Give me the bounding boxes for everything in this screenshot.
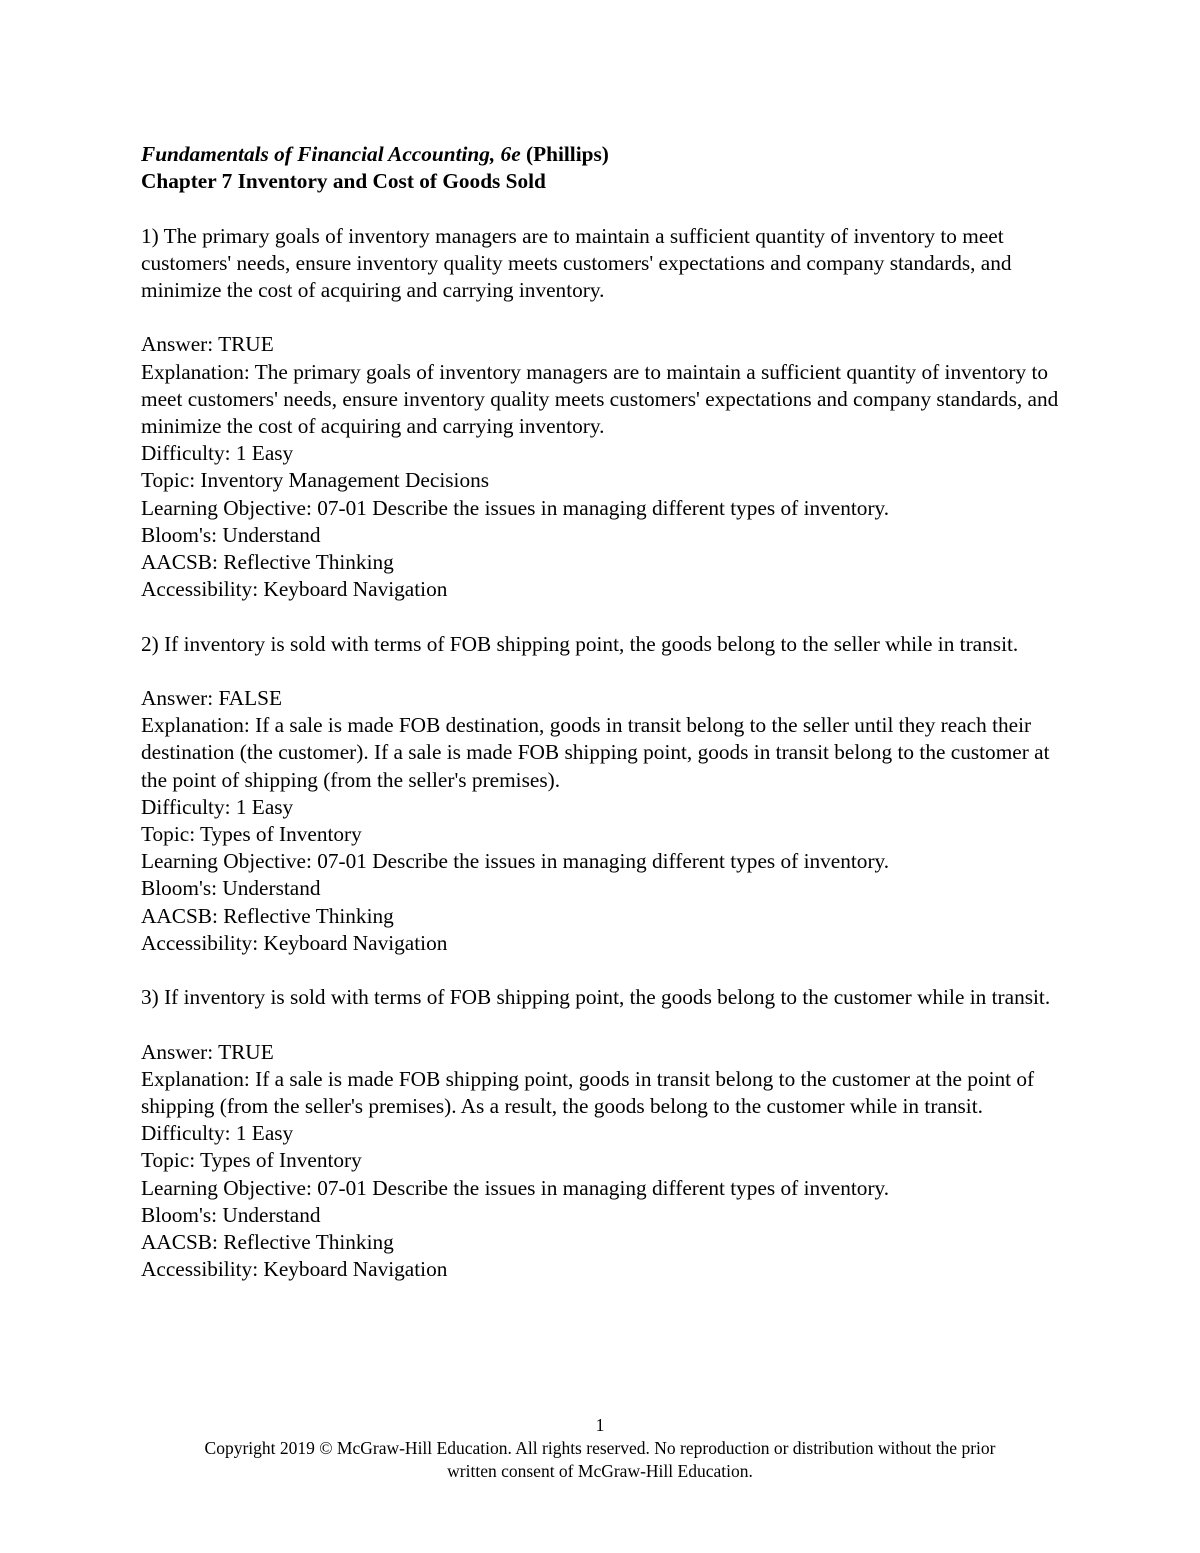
answer-line: Answer: FALSE	[141, 686, 282, 710]
question-block	[141, 223, 1071, 604]
book-header	[141, 141, 1071, 168]
learning-objective-line: Learning Objective: 07-01 Describe the issues in managing different types of inventory.	[141, 1175, 890, 1200]
explanation-text: Explanation: The primary goals of inventory managers are to maintain a sufficient quantity of inventory to meet customers' needs, ensure inventory quality meets customers' expectations and company standards, and minimize the cost of acquiring and carrying inventory.	[141, 359, 1059, 438]
question-block	[141, 631, 1071, 957]
answer-line: Answer: TRUE	[141, 332, 274, 357]
copyright-line-2: written consent of McGraw-Hill Education.	[447, 1461, 753, 1481]
difficulty-line: Difficulty: 1 Easy	[141, 441, 294, 466]
difficulty-line: Difficulty: 1 Easy	[141, 1121, 294, 1146]
question-block	[141, 984, 1071, 1283]
explanation-text: Explanation: If a sale is made FOB destination, goods in transit belong to the seller until they reach their destination (the customer). If a sale is made FOB shipping point, goods in transit belong to the customer at the point of shipping (from the seller's premises).	[141, 713, 1050, 792]
learning-objective-line: Learning Objective: 07-01 Describe the issues in managing different types of inventory.	[141, 849, 890, 874]
topic-line: Topic: Types of Inventory	[141, 1148, 362, 1173]
page-number: 1	[595, 1415, 605, 1435]
copyright-line-1: Copyright 2019 © McGraw-Hill Education. All rights reserved. No reproduction or distribution without the prior	[204, 1438, 996, 1458]
blooms-line: Bloom's: Understand	[141, 522, 321, 547]
explanation-text: Explanation: If a sale is made FOB shipping point, goods in transit belong to the customer at the point of shipping (from the seller's premises). As a result, the goods belong to the customer while in transit.	[141, 1066, 1035, 1119]
question-text: 3) If inventory is sold with terms of FOB shipping point, the goods belong to the customer while in transit.	[141, 985, 1051, 1010]
aacsb-line: AACSB: Reflective Thinking	[141, 1230, 394, 1255]
difficulty-line: Difficulty: 1 Easy	[141, 794, 294, 819]
accessibility-line: Accessibility: Keyboard Navigation	[141, 930, 448, 955]
chapter-title: Chapter 7 Inventory and Cost of Goods Sold	[141, 169, 546, 194]
aacsb-line: AACSB: Reflective Thinking	[141, 903, 394, 928]
topic-line: Topic: Types of Inventory	[141, 822, 362, 847]
page-footer	[0, 1414, 1200, 1483]
book-title: Fundamentals of Financial Accounting, 6e	[141, 142, 521, 166]
book-author: (Phillips)	[526, 142, 609, 166]
question-text: 1) The primary goals of inventory managers are to maintain a sufficient quantity of inventory to meet customers' needs, ensure inventory quality meets customers' expectations and company standards, and minimize the cost of acquiring and carrying inventory.	[141, 223, 1012, 302]
page-content	[141, 141, 1071, 1283]
accessibility-line: Accessibility: Keyboard Navigation	[141, 577, 448, 602]
question-text: 2) If inventory is sold with terms of FOB shipping point, the goods belong to the seller while in transit.	[141, 631, 1019, 656]
learning-objective-line: Learning Objective: 07-01 Describe the issues in managing different types of inventory.	[141, 495, 890, 520]
aacsb-line: AACSB: Reflective Thinking	[141, 550, 394, 575]
answer-line: Answer: TRUE	[141, 1039, 274, 1064]
topic-line: Topic: Inventory Management Decisions	[141, 468, 490, 493]
accessibility-line: Accessibility: Keyboard Navigation	[141, 1257, 448, 1282]
blooms-line: Bloom's: Understand	[141, 876, 321, 901]
blooms-line: Bloom's: Understand	[141, 1202, 321, 1227]
